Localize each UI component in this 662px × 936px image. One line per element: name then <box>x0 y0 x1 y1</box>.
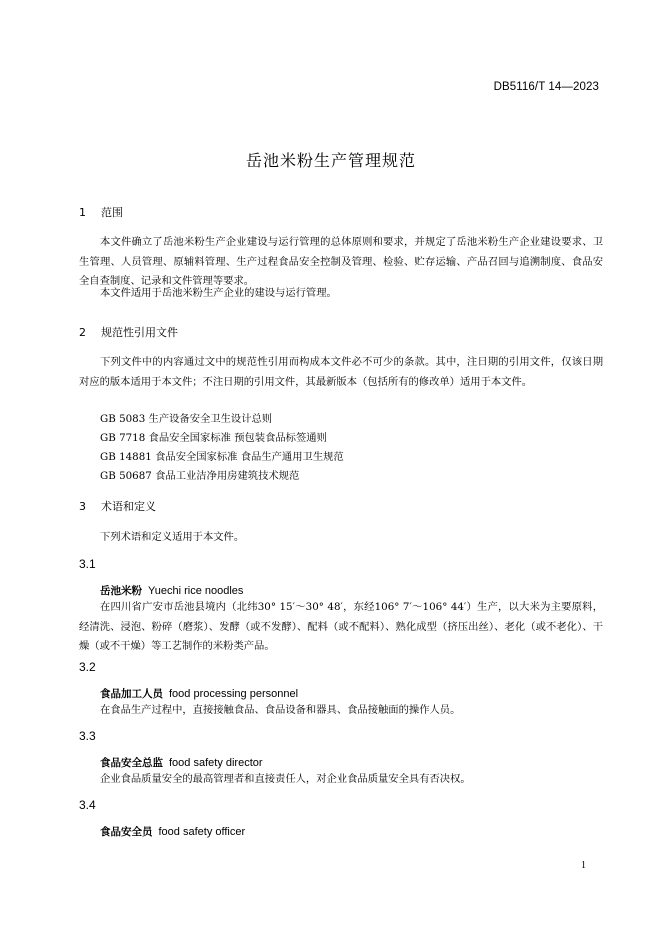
section-number: 2 <box>79 326 86 339</box>
term-heading <box>100 824 245 839</box>
term-heading <box>100 583 243 598</box>
paragraph: 下列文件中的内容通过文中的规范性引用而构成本文件必不可少的条款。其中，注日期的引用文件，仅该日期对应的版本适用于本文件；不注日期的引用文件，其最新版本（包括所有的修改单）适用于本文件。 <box>79 356 603 388</box>
term-definition: 企业食品质量安全的最高管理者和直接责任人，对企业食品质量安全具有否决权。 <box>100 773 471 785</box>
term-number: 3.3 <box>79 729 96 743</box>
section-heading-3 <box>79 498 156 514</box>
page-title: 岳池米粉生产管理规范 <box>245 151 416 170</box>
section-number: 3 <box>79 500 86 513</box>
reference-item: GB 7718 食品安全国家标准 预包装食品标签通则 <box>100 432 327 444</box>
term-zh: 食品安全总监 <box>100 757 163 769</box>
term-en: Yuechi rice noodles <box>148 585 244 597</box>
paragraph: 下列术语和定义适用于本文件。 <box>100 531 245 543</box>
term-definition: 在食品生产过程中，直接接触食品、食品设备和器具、食品接触面的操作人员。 <box>100 704 461 716</box>
paragraph: 本文件适用于岳池米粉生产企业的建设与运行管理。 <box>100 287 337 299</box>
section-heading-2 <box>79 324 178 340</box>
reference-item: GB 14881 食品安全国家标准 食品生产通用卫生规范 <box>100 451 344 463</box>
term-zh: 岳池米粉 <box>100 585 142 597</box>
term-en: food safety director <box>169 757 263 769</box>
document-number: DB5116/T 14—2023 <box>493 81 599 93</box>
term-number: 3.1 <box>79 557 96 571</box>
section-title: 范围 <box>101 206 123 219</box>
paragraph: 本文件确立了岳池米粉生产企业建设与运行管理的总体原则和要求，并规定了岳池米粉生产企业建设要求、卫生管理、人员管理、原辅料管理、生产过程食品安全控制及管理、检验、贮存运输、产品召回与追溯制度、食品安全自查制度、记录和文件管理等要求。 <box>79 236 603 287</box>
page-number: 1 <box>581 860 586 871</box>
term-zh: 食品安全员 <box>100 826 153 838</box>
term-number: 3.4 <box>79 798 96 812</box>
term-heading <box>100 686 298 701</box>
term-en: food processing personnel <box>169 688 299 700</box>
term-heading <box>100 755 263 770</box>
reference-item: GB 50687 食品工业洁净用房建筑技术规范 <box>100 470 300 482</box>
term-en: food safety officer <box>158 826 246 838</box>
section-title: 规范性引用文件 <box>101 326 178 339</box>
term-zh: 食品加工人员 <box>100 688 163 700</box>
section-number: 1 <box>79 206 86 219</box>
reference-item: GB 5083 生产设备安全卫生设计总则 <box>100 413 273 425</box>
section-title: 术语和定义 <box>101 500 156 513</box>
section-heading-1 <box>79 204 123 220</box>
term-definition: 在四川省广安市岳池县境内（北纬30° 15′～30° 48′，东经106° 7′～106° 44′）生产，以大米为主要原料，经清洗、浸泡、粉碎（磨浆）、发酵（或不发酵）、配料（或不配料）、熟化成型（挤压出丝）、老化（或不老化）、干燥（或不干燥）等工艺制作的米粉类产品。 <box>79 601 603 652</box>
term-number: 3.2 <box>79 660 96 674</box>
